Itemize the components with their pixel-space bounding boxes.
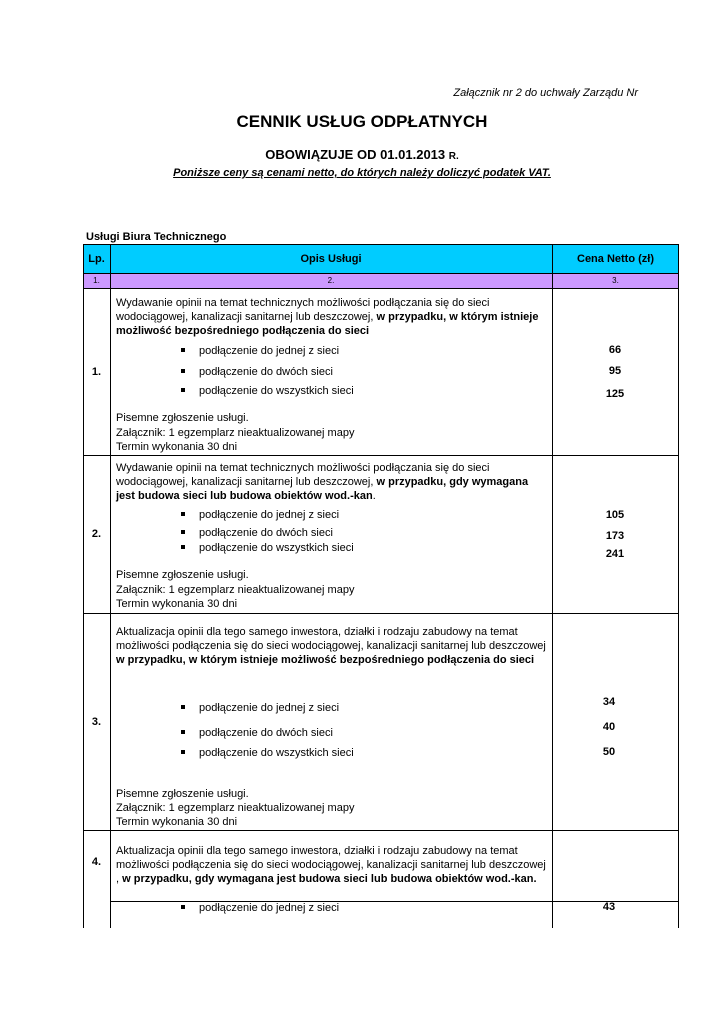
header-description: Opis Usługi [300, 252, 362, 265]
bullet-icon [181, 369, 185, 373]
bullet-icon [181, 388, 185, 392]
item-label: podłączenie do wszystkich sieci [199, 385, 354, 397]
note-line: Pisemne zgłoszenie usługi. [116, 788, 249, 800]
bullet-icon [181, 512, 185, 516]
description-text: Aktualizacja opinii dla tego samego inwestora, działki i rodzaju zabudowy na temat możliwości podłączenia się do sieci wodociągowej, kanalizacji sanitarnej lub deszczowej , [116, 845, 546, 885]
item-label: podłączenie do wszystkich sieci [199, 542, 354, 554]
list-item [181, 541, 354, 555]
item-label: podłączenie do jednej z sieci [199, 702, 340, 714]
description-text: Wydawanie opinii na temat technicznych możliwości podłączania się do sieci wodociągowej, kanalizacji sanitarnej lub deszczowej, [116, 462, 490, 488]
list-item [181, 384, 354, 398]
price-value: 40 [602, 721, 616, 733]
header-price: Cena Netto (zł) [577, 252, 654, 265]
list-item [181, 508, 339, 522]
item-label: podłączenie do jednej z sieci [199, 902, 340, 914]
list-item [181, 746, 354, 760]
grid-line [83, 273, 679, 274]
annex-reference: Załącznik nr 2 do uchwały Zarządu Nr [453, 87, 638, 99]
note-line: Termin wykonania 30 dni [116, 598, 238, 610]
item-label: podłączenie do dwóch sieci [199, 527, 333, 539]
price-value: 105 [605, 509, 625, 521]
item-label: podłączenie do jednej z sieci [199, 345, 340, 357]
grid-line [83, 288, 679, 289]
item-label: podłączenie do dwóch sieci [199, 727, 333, 739]
note-line: Pisemne zgłoszenie usługi. [116, 412, 249, 424]
description-text: Wydawanie opinii na temat technicznych możliwości podłączania się do sieci wodociągowej, kanalizacji sanitarnej lub deszczowej, [116, 297, 490, 323]
bullet-icon [181, 545, 185, 549]
service-description [116, 625, 546, 667]
bullet-icon [181, 348, 185, 352]
header-lp: Lp. [88, 252, 105, 265]
bullet-icon [181, 705, 185, 709]
note-line: Załącznik: 1 egzemplarz nieaktualizowanej mapy [116, 802, 355, 814]
service-description [116, 296, 546, 338]
grid-line [83, 613, 679, 614]
row-number: 3. [91, 715, 102, 728]
note-line: Załącznik: 1 egzemplarz nieaktualizowanej mapy [116, 584, 355, 596]
grid-line [552, 244, 553, 928]
price-value: 173 [605, 530, 625, 542]
price-value: 43 [602, 901, 616, 913]
description-emphasis: w przypadku, w którym istnieje możliwość bezpośredniego podłączenia do sieci [116, 654, 535, 666]
list-item [181, 365, 333, 379]
note-line: Załącznik: 1 egzemplarz nieaktualizowanej mapy [116, 427, 355, 439]
list-item [181, 726, 333, 740]
row-number: 1. [91, 365, 102, 378]
description-text: Aktualizacja opinii dla tego samego inwestora, działki i rodzaju zabudowy na temat możliwości podłączenia się do sieci wodociągowej, kanalizacji sanitarnej lub deszczowej [116, 626, 546, 652]
description-tail: . [372, 490, 376, 502]
item-label: podłączenie do wszystkich sieci [199, 747, 354, 759]
grid-line [83, 830, 679, 831]
item-label: podłączenie do dwóch sieci [199, 366, 333, 378]
grid-line [110, 244, 111, 928]
bullet-icon [181, 730, 185, 734]
subheader-3: 3. [612, 276, 619, 285]
note-line: Termin wykonania 30 dni [116, 816, 238, 828]
description-emphasis: w przypadku, gdy wymagana jest budowa sieci lub budowa obiektów wod.-kan. [122, 873, 537, 885]
subheader-1: 1. [93, 276, 100, 285]
bullet-icon [181, 905, 185, 909]
list-item [181, 901, 339, 915]
description-emphasis: w przypadku, w którym istnieje możliwość bezpośredniego podłączenia do sieci [116, 311, 539, 337]
bullet-icon [181, 530, 185, 534]
price-value: 34 [602, 696, 616, 708]
page-title: CENNIK USŁUG ODPŁATNYCH [236, 112, 488, 131]
bullet-icon [181, 750, 185, 754]
subheader-2: 2. [327, 276, 335, 285]
row-number: 4. [91, 856, 102, 868]
price-value: 50 [602, 746, 616, 758]
grid-line [678, 244, 679, 928]
vat-note: Poniższe ceny są cenami netto, do których należy doliczyć podatek VAT. [173, 167, 551, 179]
price-value: 66 [608, 344, 622, 356]
price-table [83, 244, 679, 928]
grid-line [83, 455, 679, 456]
note-line: Termin wykonania 30 dni [116, 441, 238, 453]
note-line: Pisemne zgłoszenie usługi. [116, 569, 249, 581]
valid-from-suffix: R. [448, 151, 459, 162]
service-description [116, 461, 546, 503]
price-value: 95 [608, 365, 622, 377]
row-number: 2. [91, 528, 102, 540]
price-value: 125 [605, 388, 625, 400]
valid-from-text: OBOWIĄZUJE OD 01.01.2013 [265, 147, 446, 162]
service-description [116, 844, 546, 886]
item-label: podłączenie do jednej z sieci [199, 509, 340, 521]
grid-line [83, 244, 679, 245]
price-value: 241 [605, 548, 625, 560]
list-item [181, 344, 339, 358]
valid-from [0, 147, 724, 162]
section-title: Usługi Biura Technicznego [86, 231, 227, 243]
description-emphasis: w przypadku, gdy wymagana jest budowa sieci lub budowa obiektów wod.-kan [116, 476, 529, 502]
list-item [181, 701, 339, 715]
list-item [181, 526, 333, 540]
